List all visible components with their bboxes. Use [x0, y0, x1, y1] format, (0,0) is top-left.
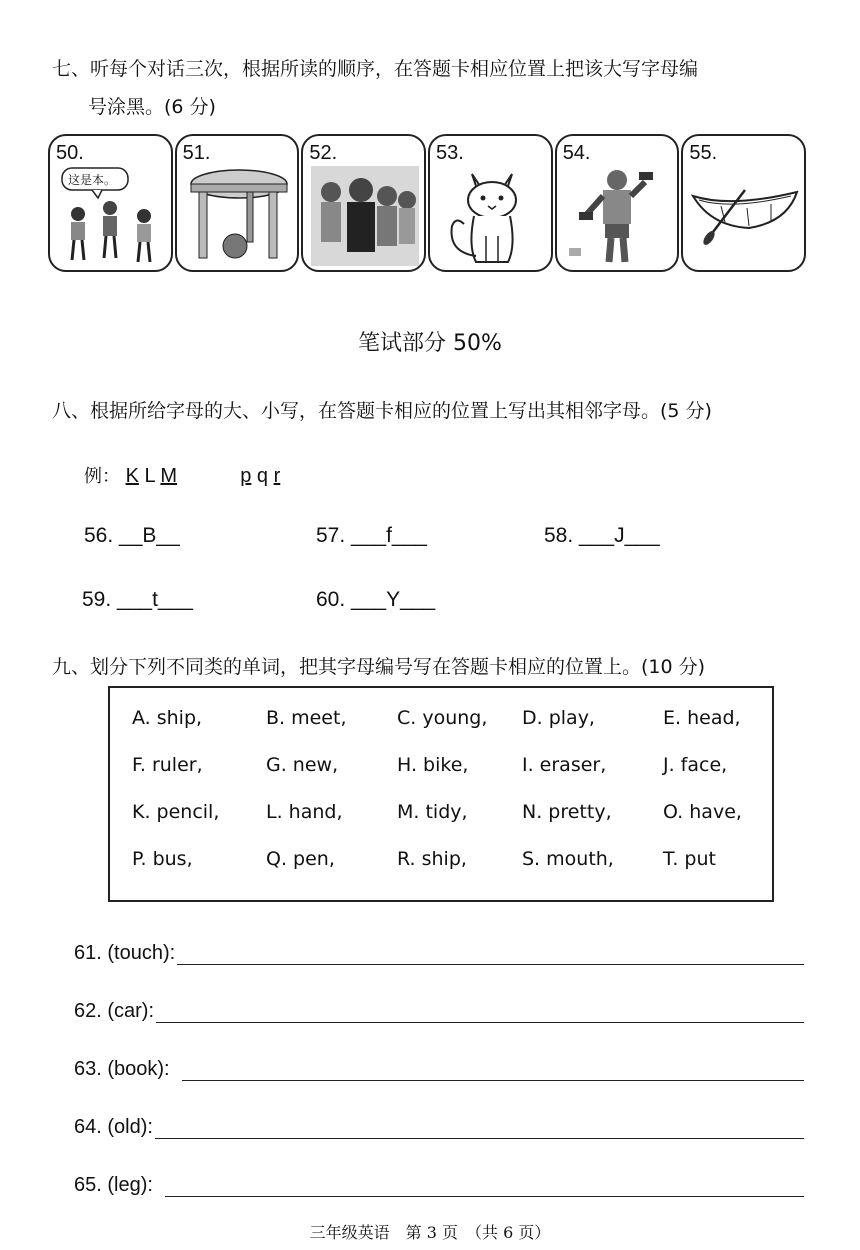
picture-54 [555, 134, 680, 272]
word-item: I. eraser, [522, 754, 607, 776]
page-footer: 三年级英语 第 3 页 （共 6 页） [309, 1223, 551, 1242]
boat-icon [691, 166, 799, 266]
word-item: D. play, [522, 707, 595, 729]
children-talking-icon [58, 166, 166, 266]
word-item: T. put [663, 848, 716, 870]
word-item: H. bike, [397, 754, 469, 776]
word-item: K. pencil, [132, 801, 220, 823]
word-grid [132, 706, 763, 872]
answer-label: 63. (book): [74, 1058, 170, 1080]
answer-label: 64. (old): [74, 1116, 153, 1138]
answer-65 [74, 1174, 804, 1197]
section-7-line-2: 号涂黑。(6 分) [88, 96, 216, 118]
question-59 [82, 588, 193, 612]
answer-line[interactable] [182, 1062, 804, 1081]
word-item: Q. pen, [266, 848, 335, 870]
answer-63 [74, 1058, 804, 1081]
word-item: O. have, [663, 801, 742, 823]
question-number: 57. [316, 524, 346, 547]
word-item: A. ship, [132, 707, 203, 729]
answer-label: 65. (leg): [74, 1174, 153, 1196]
answer-62 [74, 1000, 804, 1023]
word-item: G. new, [266, 754, 339, 776]
word-item: B. meet, [266, 707, 347, 729]
picture-53 [428, 134, 553, 272]
question-blank: ___Y___ [351, 588, 436, 611]
picture-row [48, 134, 806, 272]
section-7-instructions [52, 50, 822, 126]
example-letter: r [273, 465, 281, 487]
picture-51 [175, 134, 300, 272]
answer-label: 62. (car): [74, 1000, 155, 1022]
question-number: 60. [316, 588, 346, 611]
word-item: N. pretty, [522, 801, 612, 823]
word-item: S. mouth, [522, 848, 614, 870]
section-9-title: 九、划分下列不同类的单词，把其字母编号写在答题卡相应的位置上。(10 分) [52, 656, 706, 678]
picture-number: 52. [309, 142, 338, 164]
answer-line[interactable] [165, 1178, 804, 1197]
written-part-title: 笔试部分 50% [358, 331, 502, 356]
word-item: E. head, [663, 707, 741, 729]
question-blank: ___f___ [351, 524, 427, 547]
table-icon [185, 166, 293, 266]
picture-number: 51. [182, 142, 211, 164]
word-item: M. tidy, [397, 801, 468, 823]
word-item: R. ship, [397, 848, 467, 870]
word-item: P. bus, [132, 848, 193, 870]
question-blank: ___t___ [117, 588, 193, 611]
question-60 [316, 588, 435, 612]
answer-line[interactable] [155, 1120, 804, 1139]
example-letter: K [125, 465, 139, 487]
example-label: 例： [84, 466, 120, 487]
picture-number: 55. [689, 142, 718, 164]
picture-50 [48, 134, 173, 272]
example-row [84, 462, 280, 488]
answer-61 [74, 942, 804, 965]
example-letter: L [144, 465, 155, 487]
word-item: C. young, [397, 707, 488, 729]
speech-bubble-text: 这是本。 [68, 173, 117, 187]
cat-icon [438, 166, 546, 266]
picture-55 [681, 134, 806, 272]
question-number: 58. [544, 524, 574, 547]
word-item: F. ruler, [132, 754, 203, 776]
answer-64 [74, 1116, 804, 1139]
picture-number: 53. [436, 142, 464, 164]
picture-number: 50. [56, 142, 84, 164]
question-56 [84, 524, 180, 548]
man-with-dumbbells-icon [565, 166, 673, 266]
word-item: J. face, [663, 754, 728, 776]
question-blank: ___J___ [579, 524, 660, 547]
question-number: 59. [82, 588, 112, 611]
answer-label: 61. (touch): [74, 942, 176, 964]
question-58 [544, 524, 660, 548]
picture-52 [301, 134, 426, 272]
question-number: 56. [84, 524, 114, 547]
example-letter: M [160, 465, 178, 487]
question-blank: __B__ [119, 524, 180, 547]
word-item: L. hand, [266, 801, 343, 823]
example-letter: p [240, 465, 252, 487]
question-57 [316, 524, 427, 548]
group-of-people-icon [311, 166, 419, 266]
picture-number: 54. [562, 142, 591, 164]
section-7-line-1: 七、听每个对话三次，根据所读的顺序，在答题卡相应位置上把该大写字母编 [52, 58, 699, 80]
answer-line[interactable] [156, 1004, 804, 1023]
section-8-title: 八、根据所给字母的大、小写，在答题卡相应的位置上写出其相邻字母。(5 分) [52, 400, 712, 422]
example-letter: q [256, 465, 269, 487]
word-box [108, 686, 774, 902]
answer-line[interactable] [177, 946, 804, 965]
